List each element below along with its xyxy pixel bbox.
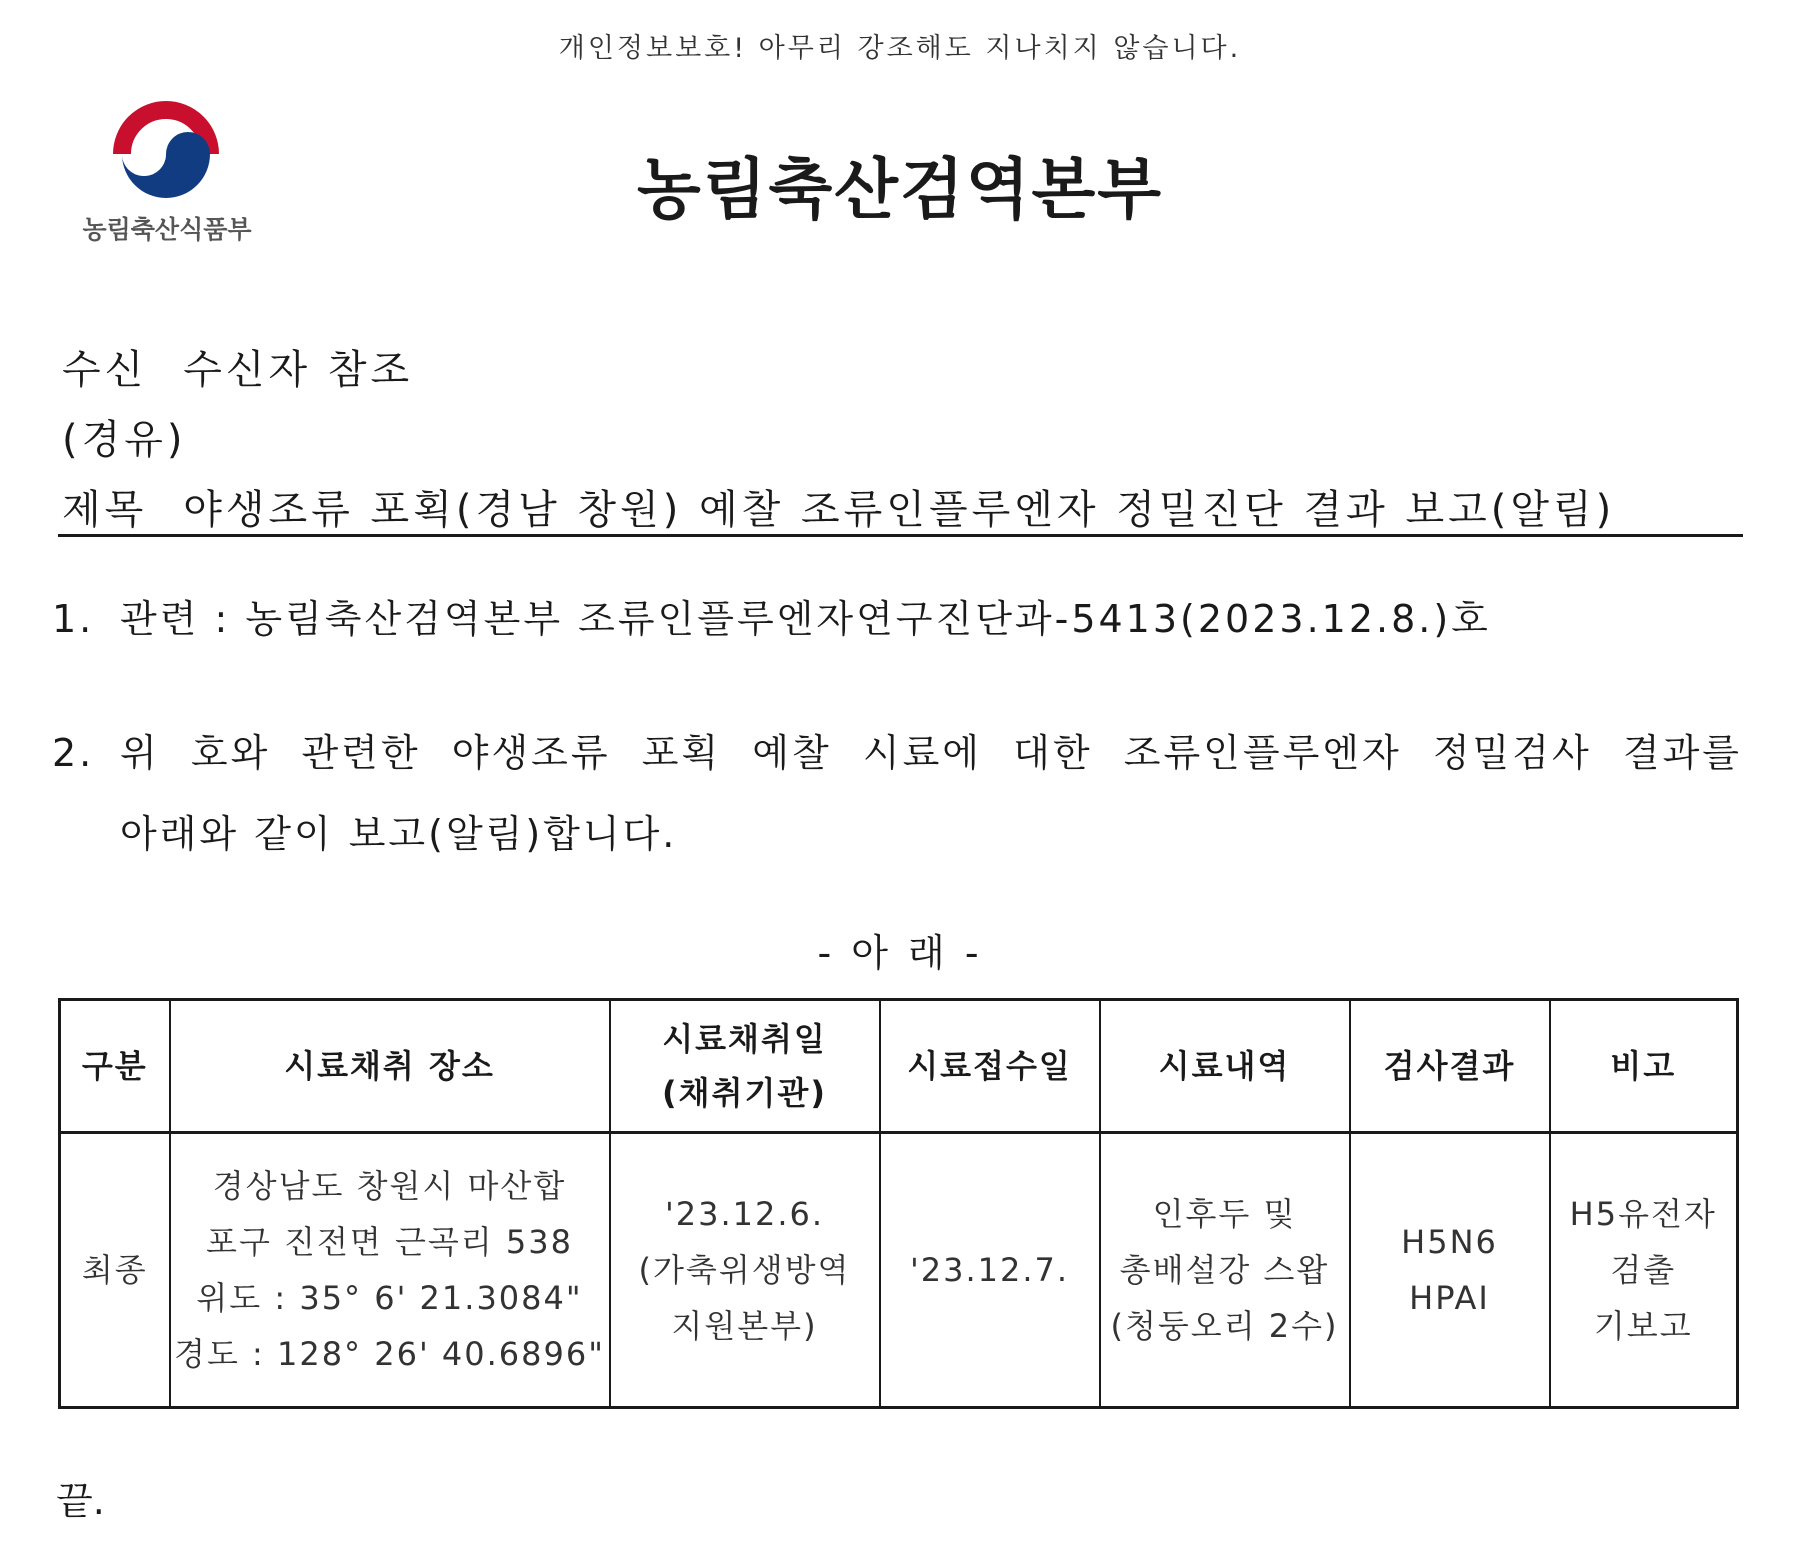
header-note: 비고 [1550, 1000, 1738, 1133]
header-collection-date-line-2: (채취기관) [662, 1074, 827, 1112]
paragraph-1-text: 관련 : 농림축산검역본부 조류인플루엔자연구진단과-5413(2023.12.8.)호 [120, 597, 1491, 641]
subject-divider [58, 534, 1743, 537]
table-header-row [60, 1000, 1738, 1133]
note-line-2: 검출 [1610, 1251, 1677, 1289]
header-category: 구분 [60, 1000, 170, 1133]
subject-label: 제목 [62, 487, 148, 533]
note-line-1: H5유전자 [1569, 1195, 1717, 1233]
header-result: 검사결과 [1350, 1000, 1550, 1133]
recipient-line [62, 338, 413, 395]
subject-line [62, 478, 1615, 535]
result-table [58, 998, 1739, 1409]
cell-collection [610, 1133, 880, 1408]
cell-location [170, 1133, 610, 1408]
paragraph-2-text-1: 위 호와 관련한 야생조류 포획 예찰 시료에 대한 조류인플루엔자 정밀검사 결과를 [120, 731, 1742, 775]
collection-agency-line-2: 지원본부) [671, 1307, 818, 1345]
location-latitude: 위도 : 35° 6' 21.3084" [196, 1279, 583, 1317]
result-subtype: H5N6 [1401, 1223, 1498, 1261]
location-line-1: 경상남도 창원시 마산합 [212, 1167, 567, 1205]
cell-result [1350, 1133, 1550, 1408]
collection-agency-line-1: (가축위생방역 [638, 1251, 851, 1289]
recipient-label: 수신 [62, 347, 148, 393]
header-collection-date [610, 1000, 880, 1133]
organization-title: 농림축산검역본부 [636, 151, 1164, 228]
paragraph-2-line-2: 아래와 같이 보고(알림)합니다. [120, 812, 678, 856]
paragraph-2-number: 2. [52, 731, 95, 775]
collection-date: '23.12.6. [664, 1195, 825, 1233]
header-location: 시료채취 장소 [170, 1000, 610, 1133]
paragraph-1 [52, 588, 1491, 643]
sample-line-2: 총배설강 스왑 [1119, 1251, 1330, 1289]
table-row [60, 1133, 1738, 1408]
subject-value: 야생조류 포획(경남 창원) 예찰 조류인플루엔자 정밀진단 결과 보고(알림) [183, 487, 1616, 533]
header-collection-date-line-1: 시료채취일 [662, 1020, 827, 1058]
recipient-value: 수신자 참조 [183, 347, 414, 393]
cell-note [1550, 1133, 1738, 1408]
paragraph-1-number: 1. [52, 597, 95, 641]
cell-sample [1100, 1133, 1350, 1408]
privacy-notice: 개인정보보호! 아무리 강조해도 지나치지 않습니다. [558, 33, 1242, 64]
paragraph-2-line-1 [52, 722, 1742, 777]
below-heading: - 아 래 - [817, 931, 983, 975]
sample-line-3: (청둥오리 2수) [1110, 1307, 1339, 1345]
location-longitude: 경도 : 128° 26' 40.6896" [174, 1335, 605, 1373]
ministry-name: 농림축산식품부 [82, 215, 252, 244]
via-line: (경유) [62, 417, 187, 463]
result-pathogenicity: HPAI [1409, 1279, 1490, 1317]
header-received-date: 시료접수일 [880, 1000, 1100, 1133]
header-sample: 시료내역 [1100, 1000, 1350, 1133]
paragraph-2 [52, 722, 1752, 858]
cell-category: 최종 [60, 1133, 170, 1408]
end-mark: 끝. [56, 1479, 105, 1523]
note-line-3: 기보고 [1593, 1307, 1693, 1345]
sample-line-1: 인후두 및 [1152, 1195, 1297, 1233]
cell-received-date: '23.12.7. [880, 1133, 1100, 1408]
location-line-2: 포구 진전면 근곡리 538 [206, 1223, 573, 1261]
